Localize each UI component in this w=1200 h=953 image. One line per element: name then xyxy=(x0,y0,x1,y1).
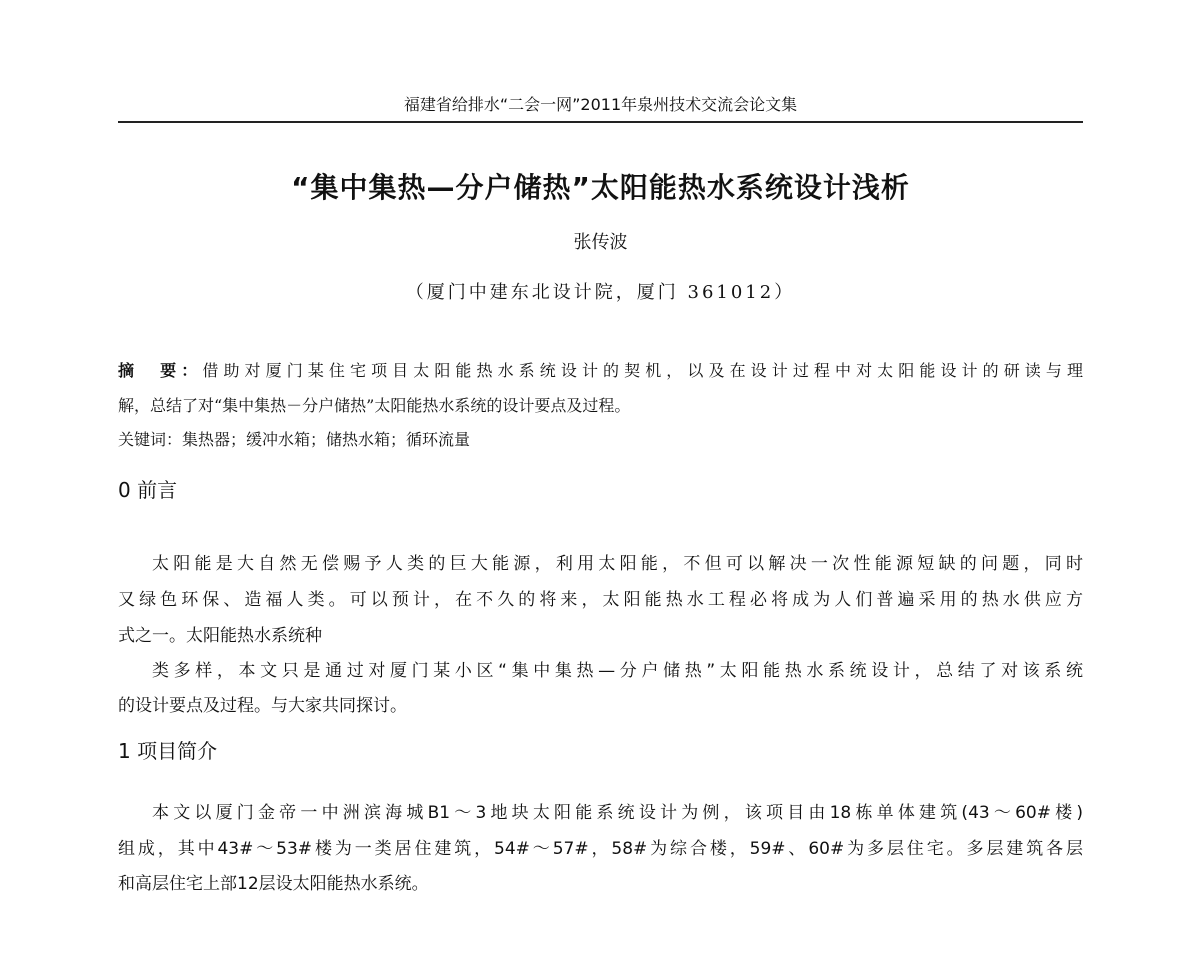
paragraph-line: 太阳能是大自然无偿赐予人类的巨大能源，利用太阳能，不但可以解决一次性能源短缺的问题，同时 xyxy=(152,554,1083,574)
affiliation: （厦门中建东北设计院，厦门 361012） xyxy=(405,282,796,303)
paragraph-line: 本文以厦门金帝一中洲滨海城B1～3地块太阳能系统设计为例，该项目由18栋单体建筑(43～60#楼) xyxy=(152,803,1083,823)
keywords-label: 关键词： xyxy=(118,430,183,449)
paragraph-line: 组成，其中43#～53#楼为一类居住建筑，54#～57#，58#为综合楼，59#、60#为多层住宅。多层建筑各层 xyxy=(118,839,1083,859)
paragraph-line: 式之一。太阳能热水系统种 xyxy=(118,626,322,646)
paragraph-line: 又绿色环保、造福人类。可以预计，在不久的将来，太阳能热水工程必将成为人们普遍采用的热水供应方 xyxy=(118,590,1083,610)
paragraph-line: 和高层住宅上部12层设太阳能热水系统。 xyxy=(118,874,429,894)
section-heading: 1 项目简介 xyxy=(118,739,218,763)
paper-title: “集中集热—分户储热”太阳能热水系统设计浅析 xyxy=(291,171,910,204)
author: 张传波 xyxy=(573,232,628,253)
abstract-line: 摘 要：借助对厦门某住宅项目太阳能热水系统设计的契机，以及在设计过程中对太阳能设计的研读与理 xyxy=(118,361,1083,380)
abstract-line: 解，总结了对“集中集热－分户储热”太阳能热水系统的设计要点及过程。 xyxy=(118,396,631,415)
paragraph-line: 类多样，本文只是通过对厦门某小区“集中集热—分户储热”太阳能热水系统设计，总结了对该系统 xyxy=(152,661,1083,681)
running-header: 福建省给排水“二会一网”2011年泉州技术交流会论文集 xyxy=(403,95,798,114)
header-rule xyxy=(118,121,1083,123)
paragraph-line: 的设计要点及过程。与大家共同探讨。 xyxy=(118,696,407,716)
abstract-label: 摘 要： xyxy=(118,361,203,380)
section-heading: 0 前言 xyxy=(118,478,178,502)
keywords: 关键词：集热器；缓冲水箱；储热水箱；循环流量 xyxy=(118,430,471,449)
